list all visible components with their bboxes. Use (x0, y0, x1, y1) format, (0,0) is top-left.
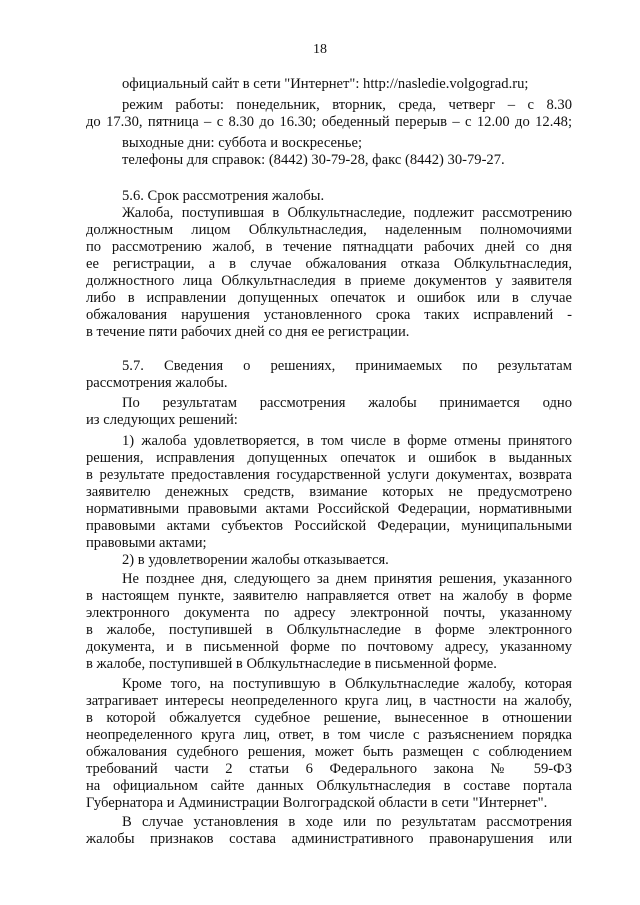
text-line: затрагивает интересы неопределенного круга лиц, в частности на жалобу, (86, 693, 572, 709)
text-line: должностным лицом Облкультнаследия, наделенным полномочиями (86, 222, 572, 238)
text-line: правовыми актами; (86, 535, 207, 551)
text-line: 5.6. Срок рассмотрения жалобы. (122, 188, 325, 204)
text-line: В случае установления в ходе или по результатам рассмотрения (122, 814, 572, 830)
text-line: должностного лица Облкультнаследия в приеме документов у заявителя (86, 273, 572, 289)
text-line: официальный сайт в сети "Интернет": http://nasledie.volgograd.ru; (122, 76, 529, 92)
text-line: телефоны для справок: (8442) 30-79-28, факс (8442) 30-79-27. (122, 152, 505, 168)
text-line: ее регистрации, а в случае обжалования отказа Облкультнаследия, (86, 256, 572, 272)
text-line: в которой обжалуется судебное решение, вынесенное в отношении (86, 710, 572, 726)
text-line: 5.7. Сведения о решениях, принимаемых по результатам (122, 358, 572, 374)
text-line: режим работы: понедельник, вторник, среда, четверг – с 8.30 (122, 97, 572, 113)
text-line: в настоящем пункте, заявителю направляется ответ на жалобу в форме (86, 588, 572, 604)
text-line: Не позднее дня, следующего за днем принятия решения, указанного (122, 571, 572, 587)
text-line: в течение пяти рабочих дней со дня ее регистрации. (86, 324, 410, 340)
text-line: обжалования нарушения установленного срока таких исправлений - (86, 307, 572, 323)
text-line: жалобы признаков состава административного правонарушения или (86, 831, 572, 847)
text-line: требований части 2 статьи 6 Федерального закона № 59-ФЗ (86, 761, 572, 777)
text-line: документа, и в письменной форме по почтовому адресу, указанному (86, 639, 572, 655)
text-line: нормативными правовыми актами Российской Федерации, нормативными (86, 501, 572, 517)
text-line: либо в исправлении допущенных опечаток и ошибок или в случае (86, 290, 572, 306)
text-line: выходные дни: суббота и воскресенье; (122, 135, 362, 151)
text-line: электронного документа по адресу электронной почты, указанному (86, 605, 572, 621)
text-line: неопределенного круга лиц, ответ, в том числе с разъяснением порядка (86, 727, 572, 743)
text-line: 2) в удовлетворении жалобы отказывается. (122, 552, 389, 568)
text-line: на официальном сайте данных Облкультнаследия в составе портала (86, 778, 572, 794)
text-line: По результатам рассмотрения жалобы принимается одно (122, 395, 572, 411)
text-line: в жалобе, поступившей в Облкультнаследие в форме электронного (86, 622, 572, 638)
text-line: рассмотрения жалобы. (86, 375, 228, 391)
text-line: решения, исправления допущенных опечаток и ошибок в выданных (86, 450, 572, 466)
text-line: 1) жалоба удовлетворяется, в том числе в форме отмены принятого (122, 433, 572, 449)
text-line: Губернатора и Администрации Волгоградской области в сети "Интернет". (86, 795, 548, 811)
text-line: из следующих решений: (86, 412, 238, 428)
text-line: Кроме того, на поступившую в Облкультнаследие жалобу, которая (122, 676, 572, 692)
text-line: по рассмотрению жалоб, в течение пятнадцати рабочих дней со дня (86, 239, 572, 255)
text-line: до 17.30, пятница – с 8.30 до 16.30; обеденный перерыв – с 12.00 до 12.48; (86, 114, 572, 130)
text-line: обжалования судебного решения, может быть размещен с соблюдением (86, 744, 572, 760)
text-line: правовыми актами субъектов Российской Федерации, муниципальными (86, 518, 572, 534)
text-line: заявителю денежных средств, взимание которых не предусмотрено (86, 484, 572, 500)
text-line: Жалоба, поступившая в Облкультнаследие, подлежит рассмотрению (122, 205, 572, 221)
text-line: в результате предоставления государственной услуги документах, возврата (86, 467, 572, 483)
page-number: 18 (313, 42, 327, 57)
text-line: в жалобе, поступившей в Облкультнаследие в письменной форме. (86, 656, 497, 672)
